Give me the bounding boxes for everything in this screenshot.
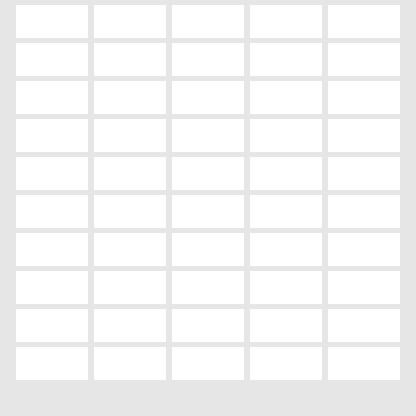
text-card	[250, 347, 322, 380]
card-body	[99, 362, 161, 377]
text-card	[16, 157, 88, 190]
text-card	[250, 5, 322, 38]
card-body	[177, 20, 239, 35]
card-body	[99, 210, 161, 225]
card-body	[99, 248, 161, 263]
text-card	[172, 233, 244, 266]
card-body	[255, 58, 317, 73]
text-card	[16, 43, 88, 76]
card-body	[333, 286, 395, 301]
text-card	[328, 43, 400, 76]
text-card	[16, 81, 88, 114]
card-body	[99, 134, 161, 149]
text-card	[94, 309, 166, 342]
text-card	[172, 81, 244, 114]
card-body	[99, 172, 161, 187]
card-body	[21, 248, 83, 263]
card-body	[333, 134, 395, 149]
text-card	[172, 119, 244, 152]
card-body	[99, 96, 161, 111]
card-body	[255, 248, 317, 263]
card-body	[99, 58, 161, 73]
text-card	[16, 195, 88, 228]
text-card	[328, 233, 400, 266]
card-body	[21, 134, 83, 149]
card-body	[255, 20, 317, 35]
text-card	[94, 271, 166, 304]
text-card	[172, 43, 244, 76]
card-body	[333, 20, 395, 35]
card-body	[333, 172, 395, 187]
text-card	[250, 271, 322, 304]
card-body	[255, 96, 317, 111]
card-body	[99, 20, 161, 35]
text-card	[172, 347, 244, 380]
text-card	[94, 157, 166, 190]
text-card	[250, 233, 322, 266]
card-body	[177, 324, 239, 339]
card-body	[21, 210, 83, 225]
text-card	[250, 309, 322, 342]
card-body	[255, 210, 317, 225]
card-body	[177, 172, 239, 187]
card-body	[255, 286, 317, 301]
text-card	[250, 81, 322, 114]
card-body	[177, 362, 239, 377]
text-card	[16, 309, 88, 342]
card-body	[177, 96, 239, 111]
text-card	[16, 5, 88, 38]
card-body	[177, 134, 239, 149]
text-card	[328, 195, 400, 228]
text-card	[250, 43, 322, 76]
text-card	[328, 309, 400, 342]
card-body	[333, 210, 395, 225]
card-body	[177, 210, 239, 225]
text-card	[328, 119, 400, 152]
card-body	[333, 362, 395, 377]
text-card	[328, 157, 400, 190]
card-body	[255, 362, 317, 377]
text-card	[94, 347, 166, 380]
text-card	[250, 119, 322, 152]
text-card	[94, 233, 166, 266]
text-card	[172, 271, 244, 304]
text-card	[16, 347, 88, 380]
card-body	[99, 324, 161, 339]
card-body	[99, 286, 161, 301]
card-body	[177, 286, 239, 301]
text-card	[250, 195, 322, 228]
text-card	[16, 119, 88, 152]
card-body	[177, 58, 239, 73]
text-card	[94, 195, 166, 228]
card-body	[255, 324, 317, 339]
card-body	[255, 172, 317, 187]
text-card	[328, 271, 400, 304]
card-body	[333, 324, 395, 339]
card-body	[255, 134, 317, 149]
card-body	[21, 286, 83, 301]
text-card	[94, 119, 166, 152]
text-card	[328, 5, 400, 38]
card-body	[21, 362, 83, 377]
text-card	[172, 157, 244, 190]
text-card	[16, 271, 88, 304]
card-body	[21, 324, 83, 339]
card-body	[21, 58, 83, 73]
card-body	[21, 20, 83, 35]
text-card	[172, 5, 244, 38]
text-card	[328, 347, 400, 380]
card-body	[21, 96, 83, 111]
text-card	[94, 5, 166, 38]
text-card	[94, 81, 166, 114]
text-card	[172, 309, 244, 342]
card-body	[333, 248, 395, 263]
text-card	[94, 43, 166, 76]
text-card	[172, 195, 244, 228]
text-card	[250, 157, 322, 190]
text-card	[328, 81, 400, 114]
card-body	[333, 58, 395, 73]
card-body	[333, 96, 395, 111]
card-body	[21, 172, 83, 187]
text-card	[16, 233, 88, 266]
card-body	[177, 248, 239, 263]
